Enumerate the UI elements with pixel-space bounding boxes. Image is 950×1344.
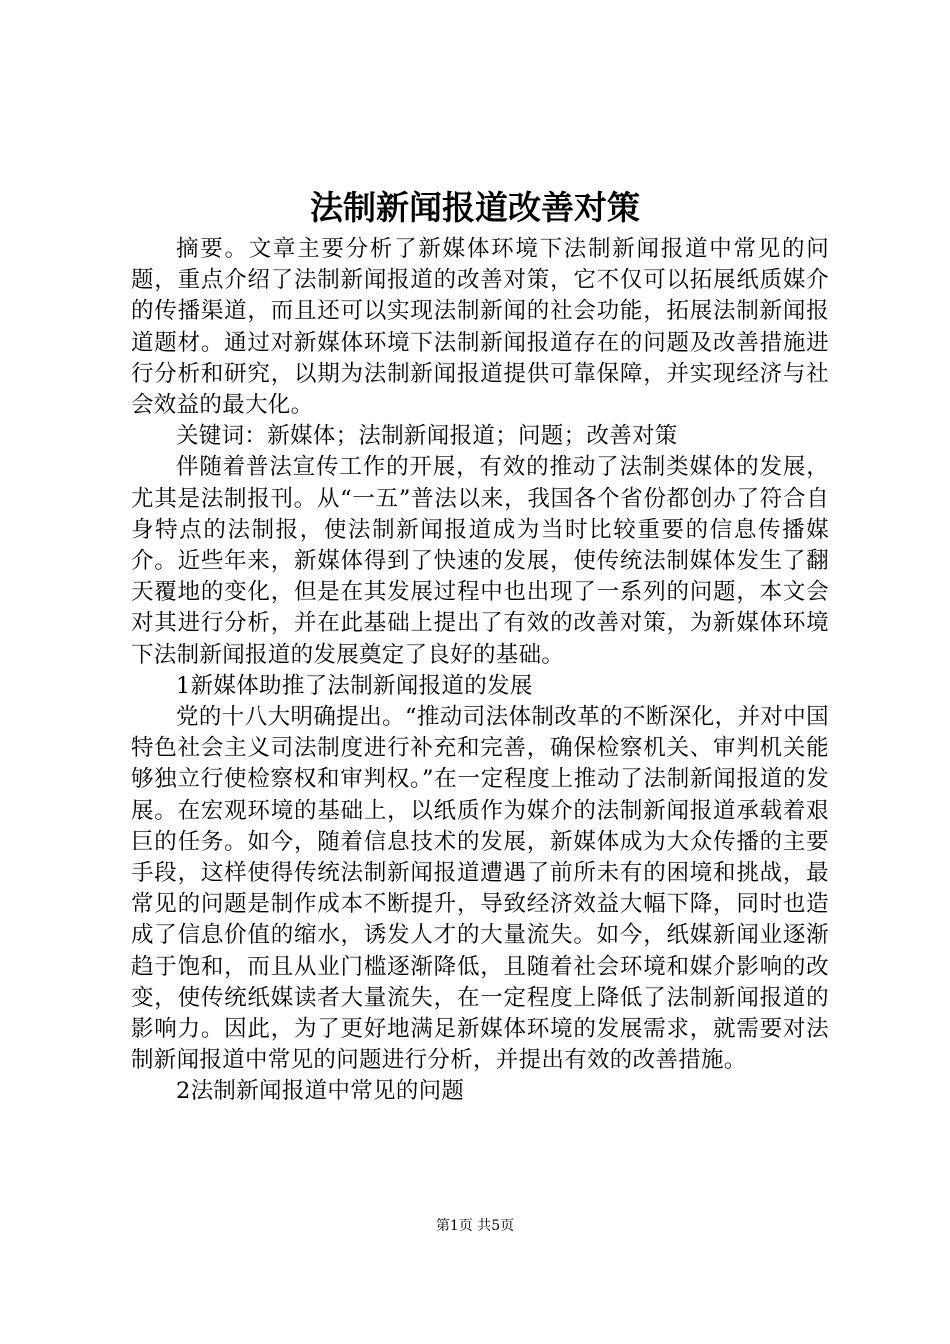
page-title: 法制新闻报道改善对策: [310, 188, 640, 227]
document-body: [131, 234, 829, 1108]
intro-paragraph: 伴随着普法宣传工作的开展，有效的推动了法制类媒体的发展，尤其是法制报刊。从“一五”普法以来，我国各个省份都创办了符合自身特点的法制报，使法制新闻报道成为当时比较重要的信息传播媒介。近些年来，新媒体得到了快速的发展，使传统法制媒体发生了翻天覆地的变化，但是在其发展过程中也出现了一系列的问题，本文会对其进行分析，并在此基础上提出了有效的改善对策，为新媒体环境下法制新闻报道的发展奠定了良好的基础。: [131, 454, 829, 668]
section-heading-2: 2法制新闻报道中常见的问题: [176, 1078, 465, 1105]
section-heading-1: 1新媒体助推了法制新闻报道的发展: [176, 672, 533, 699]
section-1-paragraph: 党的十八大明确提出。“推动司法体制改革的不断深化，并对中国特色社会主义司法制度进行补充和完善，确保检察机关、审判机关能够独立行使检察权和审判权。”在一定程度上推动了法制新闻报道的发展。在宏观环境的基础上，以纸质作为媒介的法制新闻报道承载着艰巨的任务。如今，随着信息技术的发展，新媒体成为大众传播的主要手段，这样使得传统法制新闻报道遭遇了前所未有的困境和挑战，最常见的问题是制作成本不断提升，导致经济效益大幅下降，同时也造成了信息价值的缩水，诱发人才的大量流失。如今，纸媒新闻业逐渐趋于饱和，而且从业门槛逐渐降低，且随着社会环境和媒介影响的改变，使传统纸媒读者大量流失，在一定程度上降低了法制新闻报道的影响力。因此，为了更好地满足新媒体环境的发展需求，就需要对法制新闻报道中常见的问题进行分析，并提出有效的改善措施。: [131, 704, 829, 1074]
abstract-paragraph: 摘要。文章主要分析了新媒体环境下法制新闻报道中常见的问题，重点介绍了法制新闻报道的改善对策，它不仅可以拓展纸质媒介的传播渠道，而且还可以实现法制新闻的社会功能，拓展法制新闻报道题材。通过对新媒体环境下法制新闻报道存在的问题及改善措施进行分析和研究，以期为法制新闻报道提供可靠保障，并实现经济与社会效益的最大化。: [131, 236, 829, 419]
keywords-paragraph: 关键词：新媒体；法制新闻报道；问题；改善对策: [176, 423, 678, 450]
page-footer: 第1页 共5页: [435, 1218, 515, 1234]
